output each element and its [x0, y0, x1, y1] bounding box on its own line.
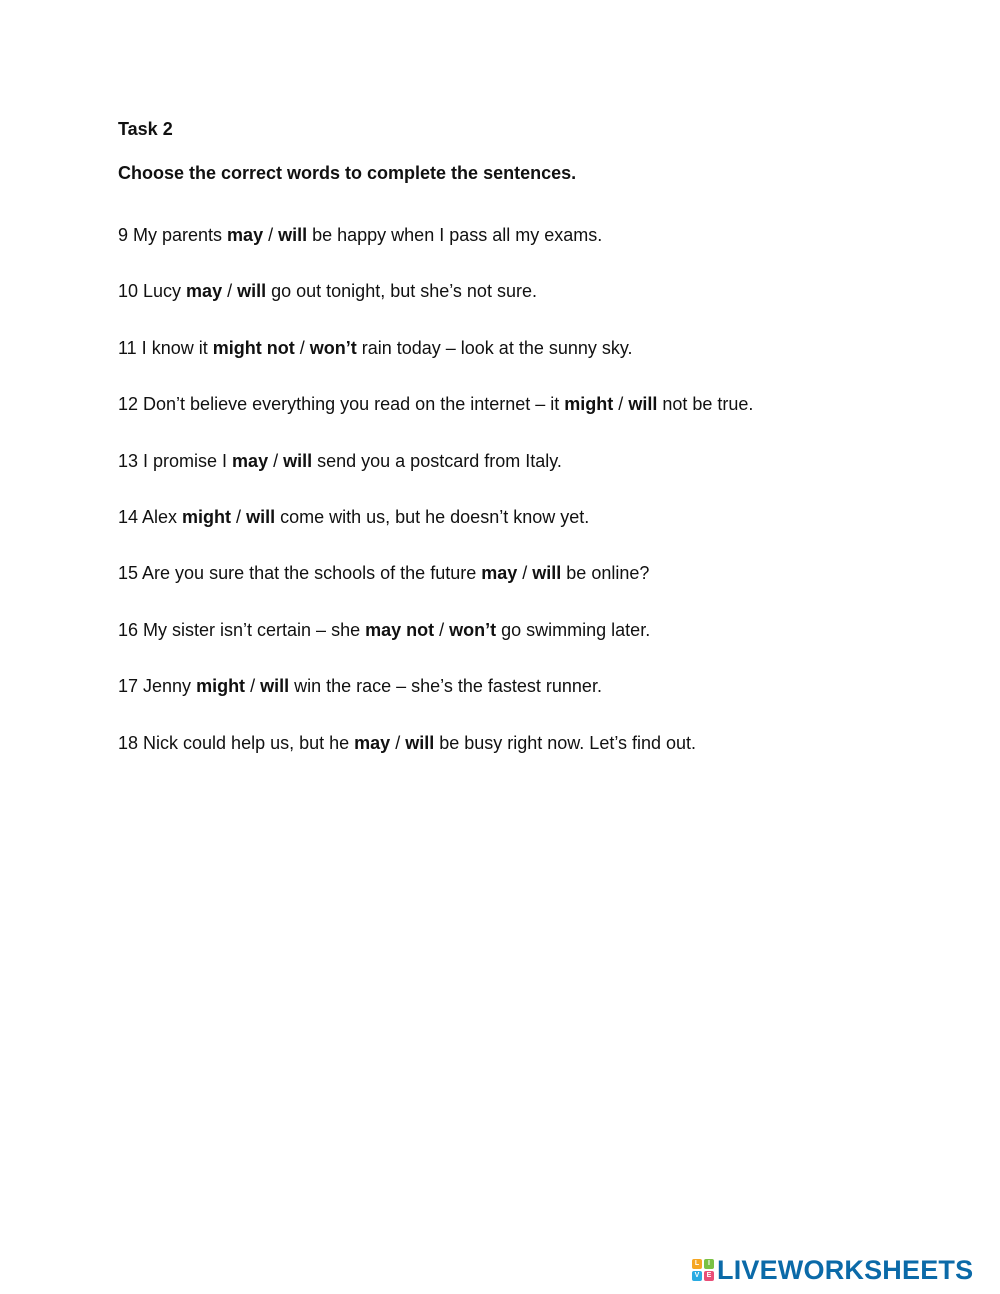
option-2[interactable]: won’t	[309, 337, 357, 358]
option-1[interactable]: might	[564, 394, 614, 415]
sentence: 15 Are you sure that the schools of the future may / will be online?	[118, 563, 650, 584]
sentence: 16 My sister isn’t certain – she may not / won’t go swimming later.	[118, 619, 651, 640]
option-1[interactable]: may	[232, 450, 269, 471]
sentence: 11 I know it might not / won’t rain today – look at the sunny sky.	[118, 337, 633, 358]
sentence: 13 I promise I may / will send you a postcard from Italy.	[118, 450, 562, 471]
instructions: Choose the correct words to complete the sentences.	[118, 163, 577, 183]
logo-text: LIVEWORKSHEETS	[717, 1255, 974, 1285]
option-2[interactable]: will	[260, 676, 290, 697]
option-1[interactable]: might not	[212, 337, 295, 358]
option-1[interactable]: may	[354, 732, 391, 753]
option-1[interactable]: might	[182, 506, 232, 527]
option-2[interactable]: will	[246, 506, 276, 527]
option-2[interactable]: will	[237, 281, 267, 302]
option-2[interactable]: will	[278, 225, 308, 245]
option-2[interactable]: won’t	[449, 619, 497, 640]
liveworksheets-logo-icon: L I V E	[692, 1259, 714, 1281]
option-2[interactable]: will	[405, 732, 435, 753]
option-1[interactable]: may not	[365, 619, 435, 640]
sentence: 18 Nick could help us, but he may / will be busy right now. Let’s find out.	[118, 732, 697, 753]
option-1[interactable]: may	[186, 281, 223, 302]
option-2[interactable]: will	[283, 450, 313, 471]
sentence-list	[118, 223, 753, 787]
sentence: 17 Jenny might / will win the race – she’s the fastest runner.	[118, 676, 602, 697]
option-1[interactable]: might	[196, 676, 246, 697]
task-title: Task 2	[118, 119, 173, 139]
sentence: 9 My parents may / will be happy when I pass all my exams.	[118, 225, 603, 245]
option-2[interactable]: will	[628, 394, 658, 415]
option-1[interactable]: may	[481, 563, 518, 584]
sentence: 10 Lucy may / will go out tonight, but she’s not sure.	[118, 281, 537, 302]
liveworksheets-logo	[692, 1256, 973, 1284]
sentence: 12 Don’t believe everything you read on the internet – it might / will not be true.	[118, 394, 754, 415]
sentence: 14 Alex might / will come with us, but he doesn’t know yet.	[118, 506, 590, 527]
option-2[interactable]: will	[532, 563, 562, 584]
option-1[interactable]: may	[227, 225, 264, 245]
